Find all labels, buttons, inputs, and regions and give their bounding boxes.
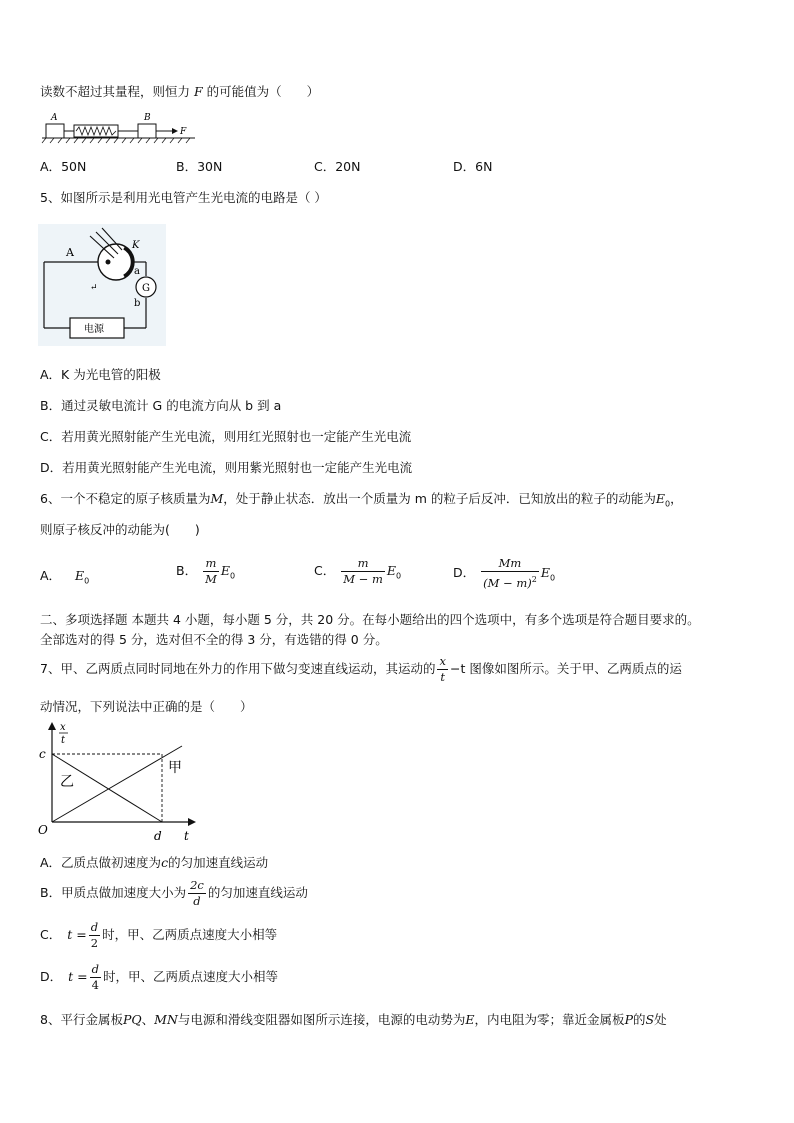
label-t: t [184,829,189,842]
q7-option-c[interactable]: C． t = $\frac{d}{2}$ 时，甲、乙两质点速度大小相等 [40,920,278,950]
section2-heading-line2: 全部选对的得 5 分，选对但不全的得 3 分，有选错的得 0 分。 [40,632,388,647]
fraction: $\frac{m}{M - m}$ [343,556,383,586]
q4-option-d[interactable]: D．6N [453,159,493,174]
q5-option-a[interactable]: A．K 为光电管的阳极 [40,367,161,382]
label-g: G [142,283,150,294]
label-origin: O [38,823,48,837]
t-axis-arrow [188,818,196,826]
q6-stem-line2: 则原子核反冲的动能为( ) [40,522,200,537]
section2-heading-line1: 二、多项选择题 本题共 4 小题，每小题 5 分，共 20 分。在每小题给出的四个选项中，有多个选项是符合题目要求的。 [40,612,700,627]
label-k: K [132,240,140,251]
label-c: c [39,747,46,761]
return-mark: ↵ [90,283,98,293]
label-a: A [66,246,74,259]
y-axis-arrow [48,722,56,730]
q6-option-c[interactable]: C． $\frac{m}{M - m}$ $E_0$ [314,556,402,586]
q5-option-d[interactable]: D．若用黄光照射能产生光电流，则用紫光照射也一定能产生光电流 [40,460,413,475]
q7-stem-line2: 动情况，下列说法中正确的是（ ） [40,699,253,714]
q8-stem: 8、平行金属板PQ、MN与电源和滑线变阻器如图所示连接，电源的电动势为E，内电阻为零；靠近金属板P的S处 [40,1012,667,1027]
label-d: d [154,829,162,842]
y-label-t: t [61,735,66,746]
q4-label-b: B [144,113,151,123]
label-a-lower: a [134,266,140,277]
q7-option-d[interactable]: D． t = $\frac{d}{4}$ 时，甲、乙两质点速度大小相等 [40,962,279,992]
q6-option-a[interactable]: A． $E_0$ [40,568,90,586]
q4-label-f: F [180,127,187,137]
fraction: $\frac{d}{4}$ [91,962,99,992]
q7-option-b[interactable]: B．甲质点做加速度大小为 $\frac{2c}{d}$ 的匀加速直线运动 [40,878,308,908]
label-yi: 乙 [60,774,74,790]
power-label: 电源 [84,324,104,335]
q4-stem-text: 读数不超过其量程，则恒力 [40,84,191,99]
q6-stem-line1: 6、一个不稳定的原子核质量为M，处于静止状态．放出一个质量为 m 的粒子后反冲．已知放出的粒子的动能为$E_0$， [40,491,683,509]
q4-stem [40,82,319,100]
force-arrowhead [172,128,178,134]
block-a [46,124,64,138]
fraction: $\frac{d}{2}$ [90,920,99,950]
label-b: b [134,298,141,309]
ground-hatch [42,138,190,143]
q4-option-a[interactable]: A．50N [40,159,87,174]
q4-stem-text-end: 的可能值为（ ） [206,84,320,99]
q4-spring-figure [40,110,200,146]
q6-option-d[interactable]: D． $\frac{Mm}{(M - m)^2}$ $E_0$ [453,556,556,590]
q5-circuit-figure [38,224,166,346]
fraction: $\frac{m}{M}$ [205,556,217,586]
fraction: $\frac{2c}{d}$ [190,878,204,908]
q4-option-c[interactable]: C．20N [314,159,361,174]
block-b [138,124,156,138]
anode-a [106,260,111,265]
q7-option-a[interactable]: A．乙质点做初速度为c的匀加速直线运动 [40,855,269,870]
q5-option-b[interactable]: B．通过灵敏电流计 G 的电流方向从 b 到 a [40,398,282,413]
phototube [98,244,134,280]
q4-label-a: A [51,113,58,123]
q5-option-c[interactable]: C．若用黄光照射能产生光电流，则用红光照射也一定能产生光电流 [40,429,412,444]
q6-option-b[interactable]: B． $\frac{m}{M}$ $E_0$ [176,556,236,586]
fraction: $\frac{Mm}{(M - m)^2}$ [483,556,537,590]
q7-graph [36,718,196,842]
q5-stem: 5、如图所示是利用光电管产生光电流的电路是（ ） [40,190,327,205]
y-label-x: x [60,722,66,733]
q4-option-b[interactable]: B．30N [176,159,223,174]
spring-coil [76,127,116,135]
fraction-x-over-t: $\frac{x}{t}$ [439,654,446,684]
q7-stem-line1: 7、甲、乙两质点同时同地在外力的作用下做匀变速直线运动，其运动的 $\frac{x}{t}$ −t 图像如图所示。关于甲、乙两质点的运 [40,654,682,684]
label-jia: 甲 [168,760,182,776]
q4-var-f: F [194,84,203,99]
